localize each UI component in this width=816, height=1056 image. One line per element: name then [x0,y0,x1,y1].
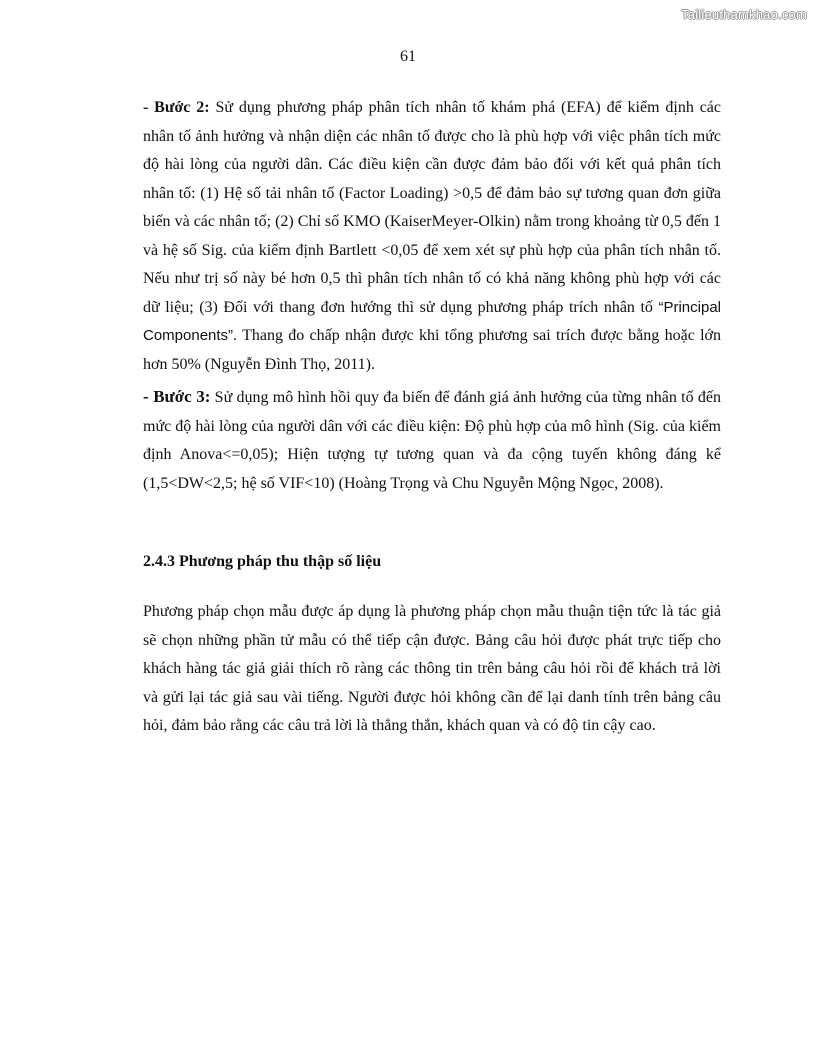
step2-text-a: Sử dụng phương pháp phân tích nhân tố khám phá (EFA) để kiểm định các nhân tố ảnh hưởng và nhận diện các nhân tố được cho là phù hợp với việc phân tích mức độ hài lòng của người dân. Các điều kiện cần được đảm bảo đối với kết quả phân tích nhân tố: (1) Hệ số tải nhân tố (Factor Loading) >0,5 để đảm bảo sự tương quan đơn giữa biến và các nhân tố; (2) Chỉ số KMO (KaiserMeyer-Olkin) nằm trong khoảng từ 0,5 đến 1 và hệ số Sig. của kiểm định Bartlett <0,05 để xem xét sự phù hợp của phân tích nhân tố. Nếu như trị số này bé hơn 0,5 thì phân tích nhân tố có khả năng không phù hợp với các dữ liệu; (3) Đối với thang đơn hướng thì sử dụng phương pháp trích nhân tố [143,99,721,316]
step3-text: Sử dụng mô hình hồi quy đa biến để đánh giá ảnh hưởng của từng nhân tố đến mức độ hài lòng của người dân với các điều kiện: Độ phù hợp của mô hình (Sig. của kiểm định Anova<=0,05); Hiện tượng tự tương quan và đa cộng tuyến không đáng kể (1,5<DW<2,5; hệ số VIF<10) (Hoàng Trọng và Chu Nguyễn Mộng Ngọc, 2008). [143,389,721,492]
section-paragraph-text: Phương pháp chọn mẫu được áp dụng là phương pháp chọn mẫu thuận tiện tức là tác giả sẽ chọn những phần tử mẫu có thể tiếp cận được. Bảng câu hỏi được phát trực tiếp cho khách hàng tác giả giải thích rõ ràng các thông tin trên bảng câu hỏi rồi để khách trả lời và gửi lại tác giả sau vài tiếng. Người được hỏi không cần để lại danh tính trên bảng câu hỏi, đảm bảo rằng các câu trả lời là thẳng thắn, khách quan và có độ tin cậy cao. [143,603,721,734]
step2-principal-components: “Principal Components” [143,298,721,344]
section-heading: 2.4.3 Phương pháp thu thập số liệu [143,553,382,570]
step2-label: - Bước 2: [143,99,210,116]
step3-label: - Bước 3: [143,387,211,406]
step2-paragraph [143,94,721,379]
document-body [143,94,721,741]
watermark-text: Tailieuthamkhao.com [681,7,807,22]
step3-paragraph [143,383,721,498]
section-paragraph [143,598,721,741]
step2-text-b: . Thang đo chấp nhận được khi tổng phương sai trích được bằng hoặc lớn hơn 50% (Nguyễn Đình Thọ, 2011). [143,327,721,373]
page-number: 61 [400,48,416,65]
